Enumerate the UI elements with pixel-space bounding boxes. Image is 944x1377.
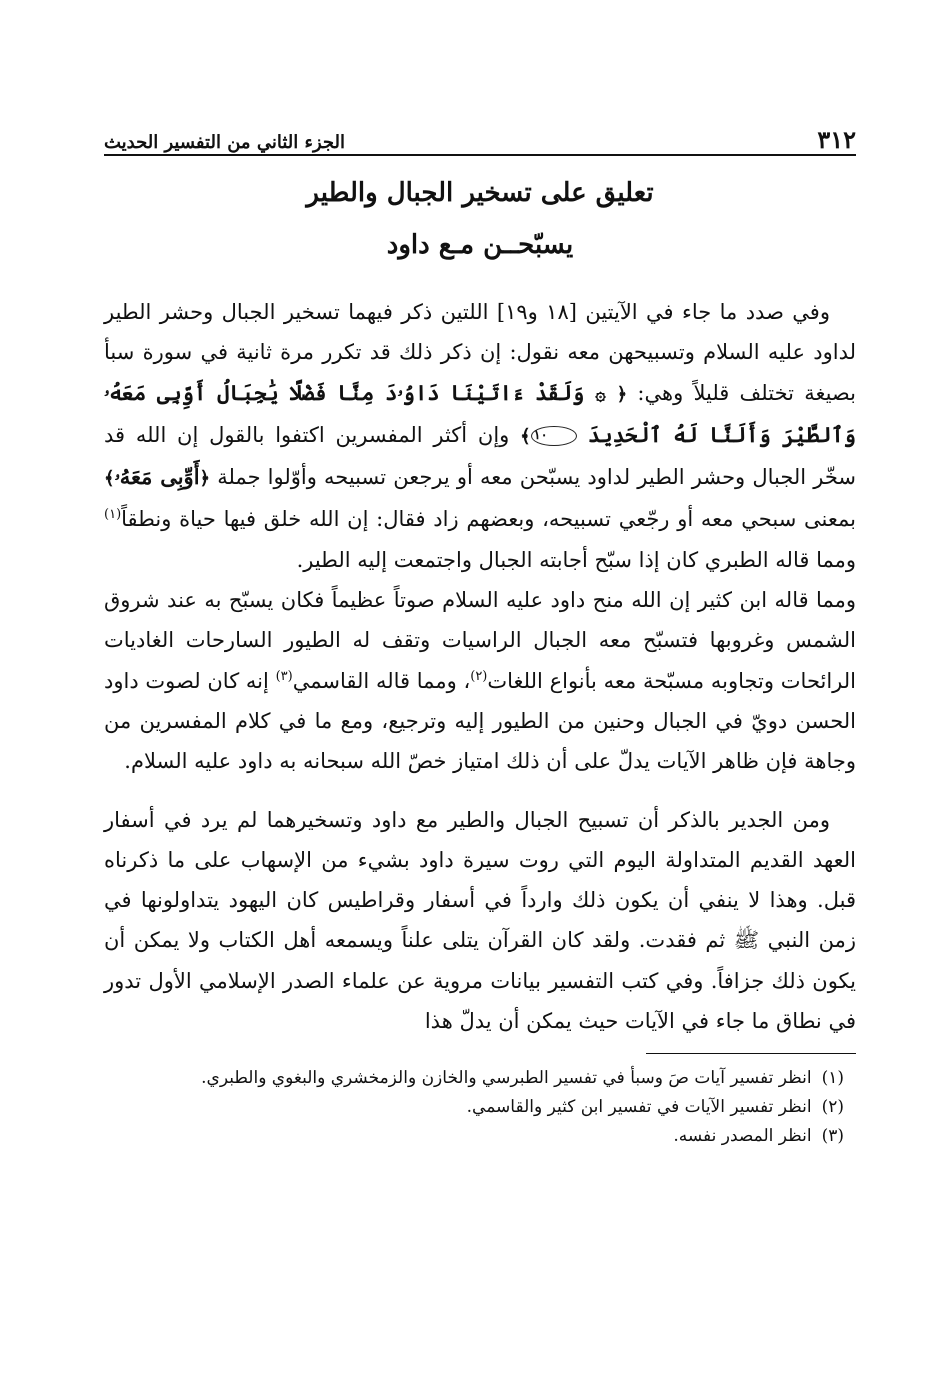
footnote-1 [104,1064,856,1093]
quran-verse-text: وَلَقَدْ ءَاتَيْنَا دَاوُۥدَ مِنَّا فَضْلًا يَٰجِبَالُ أَوِّبِى مَعَهُۥ وَٱلطَّيْرَ وَأَلَنَّا لَهُ ٱلْحَدِيدَ [104,379,856,447]
paragraph-1-text-d: ومما قاله الطبري كان إذا سبّح أجابته الجبال واجتمعت إليه الطير. [296,547,856,572]
phrase-close-bracket: ﴾ [104,468,115,490]
quran-close-bracket: ﴾ [520,425,531,447]
footnote-ref-2[interactable]: (٢) [470,668,488,684]
phrase-text: أَوِّبِى مَعَهُۥ [114,464,200,490]
footnote-divider [646,1053,856,1054]
paragraph-1-text-b: وإن أكثر المفسرين اكتفوا بالقول إن الله قد سخّر الجبال وحشر الطير لداود يسبّحن معه أو يرجعن تسبيحه وأوّلوا جملة [104,422,856,490]
paragraph-2-text-a: ومما قاله ابن كثير إن الله منح داود عليه السلام صوتاً عظيماً فكان يسبّح به عند شروق الشمس وغروبها فتسبّح معه الجبال الراسيات وتقف له الطيور السارحات الغاديات الرائحات وتجاوبه مسبّحة معه بأنواع اللغات [104,588,856,693]
page-header [104,120,856,156]
paragraph-2-text-b: ، ومما قاله القاسمي [292,668,471,693]
footnotes [104,1064,856,1151]
footnote-text: انظر تفسير آيات صَ وسبأ في تفسير الطبرسي والخازن والزمخشري والبغوي والطبري. [201,1068,812,1089]
footnote-text: انظر تفسير الآيات في تفسير ابن كثير والقاسمي. [466,1097,812,1118]
paragraph-2-text-c: إنه كان لصوت داود الحسن دويّ في الجبال وحنين من الطيور إليه وترجيع، ومع ما في كلام المفسرين من وجاهة فإن ظاهر الآيات يدلّ على أن ذلك امتياز خصّ الله سبحانه به داود عليه السلام. [104,668,856,774]
section-title: تعليق على تسخير الجبال والطير [306,178,654,208]
footnote-ref-3[interactable]: (٣) [275,668,293,684]
quran-open-bracket: ﴿ [616,383,628,405]
running-title: الجزء الثاني من التفسير الحديث [104,132,346,153]
quran-phrase [104,464,210,489]
phrase-open-bracket: ﴿ [199,468,211,490]
footnote-text: انظر المصدر نفسه. [673,1126,812,1147]
section-subtitle: يسبّحــن مـع داود [386,230,574,260]
quran-hizb-star-icon: ۞ [595,383,606,405]
paragraph-1-text-c: بمعنى سبحي معه أو رجّعي تسبيحه، وبعضهم زاد فقال: إن الله خلق فيها حياة ونطقاً [121,507,856,532]
ayah-number: ١٠ [531,426,577,446]
footnote-2 [104,1093,856,1122]
paragraph-1 [104,292,856,580]
footnote-number: (٢) [821,1097,844,1118]
footnote-ref-1[interactable]: (١) [104,507,122,523]
paragraph-1-text-a: وفي صدد ما جاء في الآيتين [١٨ و١٩] اللتين ذكر فيهما تسخير الجبال وحشر الطير لداود عليه السلام وتسبيحهن معه نقول: إن ذكر ذلك قد تكرر مرة ثانية في سورة سبأ بصيغة تختلف قليلاً وهي: [104,300,856,405]
page-number: ٣١٢ [817,125,856,154]
book-page [104,120,856,1260]
paragraph-3: ومن الجدير بالذكر أن تسبيح الجبال والطير مع داود وتسخيرهما لم يرد في أسفار العهد القديم المتداولة اليوم التي روت سيرة داود بشيء من الإسهاب على ما ذكرناه قبل. وهذا لا ينفي أن يكون ذلك وارداً في أسفار وقراطيس كان اليهود يتداولونها في زمن النبي ﷺ ثم فقدت. ولقد كان القرآن يتلى علناً ويسمعه أهل الكتاب ولا يمكن أن يكون ذلك جزافاً. وفي كتب التفسير بيانات مروية عن علماء الصدر الإسلامي الأول تدور في نطاق ما جاء في الآيات حيث يمكن أن يدلّ هذا [104,807,856,1034]
paragraph-2 [104,580,856,781]
footnote-number: (١) [821,1068,844,1089]
footnote-3 [104,1122,856,1151]
footnote-number: (٣) [821,1126,844,1147]
